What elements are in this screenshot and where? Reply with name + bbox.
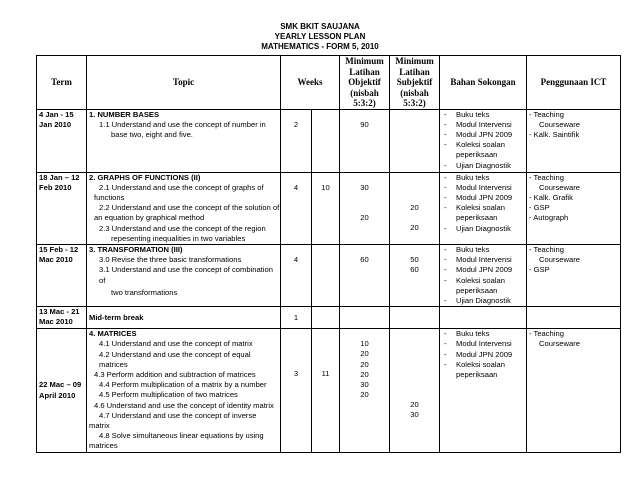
weeks-cell-2 <box>312 109 340 172</box>
ict-item: - Teaching <box>529 244 564 254</box>
term-cell: 13 Mac - 21 Mac 2010 <box>37 307 87 329</box>
topic-title: 1. NUMBER BASES <box>89 109 160 119</box>
subjektif-value: 30 <box>410 410 419 420</box>
subjektif-cell <box>390 172 440 244</box>
ict-cell <box>527 329 621 453</box>
topic-line: 3.0 Revise the three basic transformations <box>99 255 242 265</box>
objektif-value: 20 <box>360 349 369 359</box>
topic-line: matrices <box>89 441 118 451</box>
bahan-item: - Ujian Diagnostik <box>442 224 524 234</box>
objektif-value: 20 <box>360 212 369 222</box>
topic-line: 4.4 Perform multiplication of a matrix by a number <box>99 380 267 390</box>
ict-item: - Autograph <box>529 213 569 223</box>
bahan-cell <box>440 109 527 172</box>
bahan-item: - Buku teks <box>442 329 524 339</box>
objektif-cell: 60 <box>340 244 390 306</box>
bahan-item: - Modul Intervensi <box>442 255 524 265</box>
topic-line: 4.8 Solve simultaneous linear equations by using <box>99 431 264 441</box>
ict-item: Courseware <box>539 182 580 192</box>
topic-line: 4.3 Perform addition and subtraction of matrices <box>94 369 256 379</box>
bahan-item: - Modul JPN 2009 <box>442 130 524 140</box>
term-cell: 22 Mac – 09 April 2010 <box>37 329 87 453</box>
weeks-cell: 3 <box>281 329 312 453</box>
subjektif-value: 50 <box>410 254 419 264</box>
bahan-item: - Buku teks <box>442 110 524 120</box>
subject-title: MATHEMATICS - FORM 5, 2010 <box>261 42 379 51</box>
objektif-value: 20 <box>360 390 369 400</box>
topic-title: 3. TRANSFORMATION (III) <box>89 244 183 254</box>
col-objektif: Minimum Latihan Objektif (nisbah 5:3:2) <box>340 56 390 110</box>
topic-title: Mid-term break <box>87 307 281 329</box>
weeks-cell-2 <box>312 244 340 306</box>
subjektif-value: 20 <box>410 222 419 232</box>
objektif-value: 30 <box>360 182 369 192</box>
topic-line: 4.1 Understand and use the concept of matrix <box>99 339 253 349</box>
objektif-value: 20 <box>360 369 369 379</box>
topic-line: 2.2 Understand and use the concept of the solution of <box>99 203 280 213</box>
topic-line: 3.1 Understand and use the concept of combination <box>99 265 273 275</box>
term-cell: 18 Jan – 12 Feb 2010 <box>37 172 87 244</box>
subjektif-value: 20 <box>410 202 419 212</box>
topic-line: two transformations <box>111 287 178 297</box>
bahan-item: - Ujian Diagnostik <box>442 296 524 306</box>
topic-line: matrix <box>89 420 110 430</box>
term-cell: 15 Feb - 12 Mac 2010 <box>37 244 87 306</box>
topic-line: matrices <box>99 359 128 369</box>
topic-line: 2.1 Understand and use the concept of graphs of <box>99 182 264 192</box>
bahan-item: - Buku teks <box>442 245 524 255</box>
header-row <box>37 56 621 110</box>
topic-cell <box>87 172 281 244</box>
table-row <box>37 244 621 306</box>
bahan-item: - Modul Intervensi <box>442 120 524 130</box>
topic-line: functions <box>94 192 125 202</box>
subjektif-cell <box>390 329 440 453</box>
topic-line: of <box>99 275 106 285</box>
objektif-value: 10 <box>360 339 369 349</box>
bahan-item: - Modul JPN 2009 <box>442 193 524 203</box>
weeks-cell-2 <box>312 307 340 329</box>
weeks-cell: 4 <box>281 172 312 244</box>
bahan-item: - Buku teks <box>442 173 524 183</box>
objektif-value: 30 <box>360 379 369 389</box>
table-row <box>37 172 621 244</box>
subjektif-value: 60 <box>410 265 419 275</box>
bahan-cell <box>440 172 527 244</box>
bahan-cell <box>440 244 527 306</box>
topic-cell <box>87 329 281 453</box>
weeks-cell-2: 11 <box>312 329 340 453</box>
col-subjektif: Minimum Latihan Subjektif (nisbah 5:3:2) <box>390 56 440 110</box>
lesson-plan-table <box>36 55 621 453</box>
col-weeks: Weeks <box>281 56 340 110</box>
objektif-cell <box>340 329 390 453</box>
bahan-item: - Koleksi soalan peperiksaan <box>442 140 524 160</box>
objektif-value: 20 <box>360 359 369 369</box>
ict-item: Courseware <box>539 339 580 349</box>
weeks-cell-2: 10 <box>312 172 340 244</box>
topic-line: 4.7 Understand and use the concept of inverse <box>99 410 257 420</box>
objektif-cell: 90 <box>340 109 390 172</box>
ict-item: - GSP <box>529 265 550 275</box>
ict-item: Courseware <box>539 255 580 265</box>
topic-cell <box>87 109 281 172</box>
bahan-item: - Koleksi soalan peperiksaan <box>442 360 524 380</box>
bahan-item: - Koleksi soalan peperiksaan <box>442 203 524 223</box>
ict-cell <box>527 172 621 244</box>
term-cell: 4 Jan - 15 Jan 2010 <box>37 109 87 172</box>
col-bahan: Bahan Sokongan <box>440 56 527 110</box>
bahan-cell <box>440 329 527 453</box>
bahan-item: - Modul JPN 2009 <box>442 265 524 275</box>
ict-item: Courseware <box>539 119 580 129</box>
topic-line: 1.1 Understand and use the concept of number in <box>99 119 266 129</box>
ict-item: - Kalk. Grafik <box>529 192 573 202</box>
plan-title: YEARLY LESSON PLAN <box>274 32 366 41</box>
subjektif-value: 20 <box>410 400 419 410</box>
ict-cell <box>527 244 621 306</box>
topic-line: 4.2 Understand and use the concept of equal <box>99 349 251 359</box>
topic-line: an equation by graphical method <box>94 213 205 223</box>
topic-title: 2. GRAPHS OF FUNCTIONS (II) <box>89 172 201 182</box>
col-topic: Topic <box>87 56 281 110</box>
topic-line: base two, eight and five. <box>111 129 193 139</box>
school-name: SMK BKIT SAUJANA <box>280 22 360 31</box>
topic-line: repesenting inequalities in two variables <box>111 233 246 243</box>
col-ict: Penggunaan ICT <box>527 56 621 110</box>
ict-item: - GSP <box>529 203 550 213</box>
topic-line: 4.6 Understand and use the concept of identity matrix <box>94 400 274 410</box>
ict-item: - Teaching <box>529 329 564 339</box>
bahan-item: - Modul Intervensi <box>442 339 524 349</box>
col-term: Term <box>37 56 87 110</box>
subjektif-cell <box>390 307 440 329</box>
subjektif-cell <box>390 109 440 172</box>
topic-line: 4.5 Perform multiplication of two matrices <box>99 390 238 400</box>
ict-item: - Teaching <box>529 172 564 182</box>
bahan-item: - Ujian Diagnostik <box>442 161 524 171</box>
weeks-cell: 2 <box>281 109 312 172</box>
table-row <box>37 329 621 453</box>
objektif-cell <box>340 172 390 244</box>
ict-cell <box>527 109 621 172</box>
subjektif-cell <box>390 244 440 306</box>
weeks-cell: 1 <box>281 307 312 329</box>
bahan-item: - Modul JPN 2009 <box>442 350 524 360</box>
bahan-item: - Modul Intervensi <box>442 183 524 193</box>
topic-title: 4. MATRICES <box>89 329 137 339</box>
table-row <box>37 109 621 172</box>
topic-cell <box>87 244 281 306</box>
objektif-cell <box>340 307 390 329</box>
bahan-item: - Koleksi soalan peperiksaan <box>442 276 524 296</box>
bahan-cell <box>440 307 527 329</box>
topic-line: 2.3 Understand and use the concept of the region <box>99 223 266 233</box>
table-row <box>37 307 621 329</box>
weeks-cell: 4 <box>281 244 312 306</box>
ict-cell <box>527 307 621 329</box>
ict-item: - Kalk. Saintifik <box>529 129 580 139</box>
ict-item: - Teaching <box>529 109 564 119</box>
